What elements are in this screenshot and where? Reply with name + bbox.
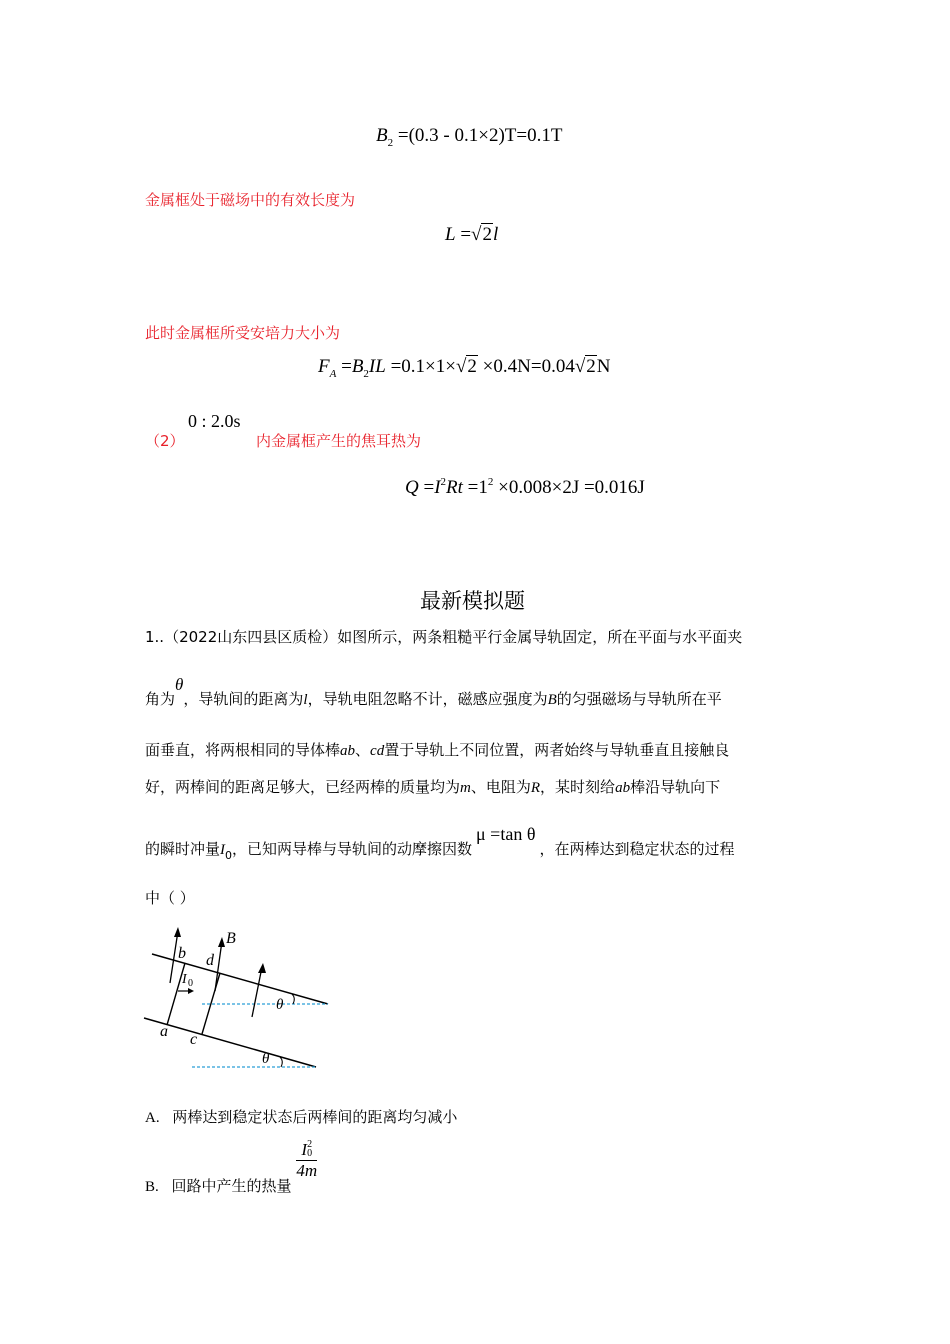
eq-Q-eq1: =	[423, 477, 435, 498]
field-arrow-right	[252, 967, 262, 1017]
eq-FA-B: B	[351, 356, 364, 377]
q1-line2-post: ，导轨间的距离为	[183, 690, 304, 708]
q1-line5	[145, 824, 735, 862]
q1-var-R: R	[530, 780, 541, 796]
q1-line5-post: ，在两棒达到稳定状态的过程	[539, 840, 735, 858]
eq-Q-I: I	[434, 477, 441, 498]
fraction-num-I: I	[301, 1140, 308, 1159]
label-c: c	[190, 1031, 198, 1048]
eq-Q-one-sup: 2	[487, 476, 494, 488]
eq-FA-B-sub: 2	[363, 368, 369, 380]
label-I0-sub: 0	[188, 978, 193, 989]
q1-line2-post3: 的匀强磁场与导轨所在平	[556, 690, 722, 708]
eq-FA-IL: IL	[368, 356, 386, 377]
q1-var-ab2: ab	[615, 780, 631, 796]
label-B: B	[226, 930, 236, 947]
eq-L-sqrt-arg: 2	[482, 224, 492, 245]
q1-line2	[145, 675, 722, 709]
fraction-num-sup: 2	[307, 1139, 313, 1150]
q1-var-I: I	[220, 842, 226, 858]
eq-FA-F-sub: A	[329, 368, 337, 380]
part2-label: （2）	[145, 432, 185, 450]
q1-var-ab: ab	[340, 743, 356, 759]
option-a-label: A.	[145, 1110, 160, 1126]
q1-line2-pre: 角为	[145, 690, 176, 708]
fraction-denominator: 4m	[296, 1161, 318, 1180]
equation-b2	[376, 125, 562, 149]
eq-L-var: l	[492, 224, 499, 245]
q1-line6: 中（ ）	[145, 889, 195, 907]
q1-var-B: B	[547, 692, 557, 708]
part2-interval: 0 : 2.0s	[188, 411, 241, 431]
eq-FA-unit: N	[596, 356, 611, 377]
q1-var-I-sub: 0	[225, 849, 233, 862]
option-b-label: B.	[145, 1179, 159, 1195]
sqrt-symbol: √2	[574, 356, 596, 377]
part2-text: 内金属框产生的焦耳热为	[256, 432, 422, 450]
q1-theta: θ	[175, 675, 184, 694]
option-b-text: 回路中产生的热量	[171, 1177, 292, 1195]
q1-line4-mid: 、电阻为	[470, 778, 531, 796]
eq-b2-lhs-sub: 2	[387, 137, 394, 149]
option-a-text: 两棒达到稳定状态后两棒间的距离均匀减小	[172, 1108, 458, 1126]
field-arrow-left-head	[174, 927, 181, 937]
label-d: d	[206, 952, 214, 969]
q1-line4-post: 棒沿导轨向下	[630, 778, 721, 796]
eq-b2-lhs: B	[376, 125, 388, 146]
equation-L	[445, 224, 498, 246]
q1-line4	[145, 776, 720, 797]
eq-FA-F: F	[318, 356, 330, 377]
eq-Q-Rt: Rt	[446, 477, 463, 498]
label-theta-lower: θ	[262, 1051, 270, 1067]
q1-line2-post2: ，导轨电阻忽略不计，磁感应强度为	[307, 690, 548, 708]
field-arrow-mid-head	[218, 937, 225, 947]
fraction-numerator	[296, 1140, 317, 1161]
angle-arc-upper	[292, 994, 294, 1004]
q1-line3	[145, 739, 729, 760]
equation-Q	[405, 476, 645, 499]
figure-rails-diagram	[140, 925, 340, 1075]
label-I0: I	[182, 972, 187, 987]
q1-line1: 1..（2022山东四县区质检）如图所示，两条粗糙平行金属导轨固定，所在平面与水平面夹	[145, 628, 743, 646]
eq-b2-rhs: =(0.3 - 0.1×2)T=0.1T	[397, 125, 563, 146]
q1-line3-post: 置于导轨上不同位置，两者始终与导轨垂直且接触良	[384, 741, 730, 759]
eq-Q-rest: ×0.008×2J =0.016J	[498, 477, 645, 498]
sqrt-symbol: √2	[471, 224, 492, 245]
q1-line5-mid: ，已知两导棒与导轨间的动摩擦因数	[232, 840, 473, 858]
option-b-fraction	[296, 1140, 317, 1181]
q1-line4-mid2: ，某时刻给	[540, 778, 616, 796]
q1-line4-pre: 好，两棒间的距离足够大，已经两棒的质量均为	[145, 778, 461, 796]
field-arrow-right-head	[258, 963, 266, 973]
q1-line5-pre: 的瞬时冲量	[145, 840, 221, 858]
q1-var-cd: cd	[370, 743, 385, 759]
eq-Q-I-sup: 2	[440, 476, 447, 488]
fraction-num-sub: 0	[307, 1148, 313, 1159]
q1-sep: 、	[355, 741, 371, 759]
eq-FA-part2: =0.1×1×	[390, 356, 456, 377]
q1-var-l: l	[303, 692, 308, 708]
q1-line3-pre: 面垂直，将两根相同的导体棒	[145, 741, 341, 759]
eq-Q-Q: Q	[405, 477, 419, 498]
q1-var-m: m	[460, 780, 471, 796]
eq-FA-sqrt1: 2	[467, 356, 477, 377]
q1-mu-eq: μ =tan θ	[476, 824, 536, 844]
text-effective-length: 金属框处于磁场中的有效长度为	[145, 191, 356, 209]
text-ampere-force: 此时金属框所受安培力大小为	[145, 324, 341, 342]
field-arrow-left	[170, 931, 178, 983]
eq-L-lhs: L	[445, 224, 456, 245]
equation-FA	[318, 356, 611, 380]
field-arrow-mid	[215, 941, 222, 991]
eq-FA-eq: =	[341, 356, 352, 377]
rail-lower	[144, 1018, 316, 1067]
eq-FA-sqrt2: 2	[586, 356, 596, 377]
label-b: b	[178, 945, 186, 962]
eq-L-eq: =	[460, 224, 472, 245]
eq-Q-eq2: =1	[467, 477, 488, 498]
sqrt-symbol: √2	[455, 356, 477, 377]
eq-FA-part3: ×0.4N=0.04	[482, 356, 575, 377]
label-theta-upper: θ	[276, 997, 284, 1013]
angle-arc-lower	[280, 1057, 282, 1067]
section-title: 最新模拟题	[420, 589, 525, 613]
option-b[interactable]	[145, 1139, 318, 1195]
label-a: a	[160, 1023, 168, 1040]
option-a[interactable]	[145, 1106, 457, 1127]
